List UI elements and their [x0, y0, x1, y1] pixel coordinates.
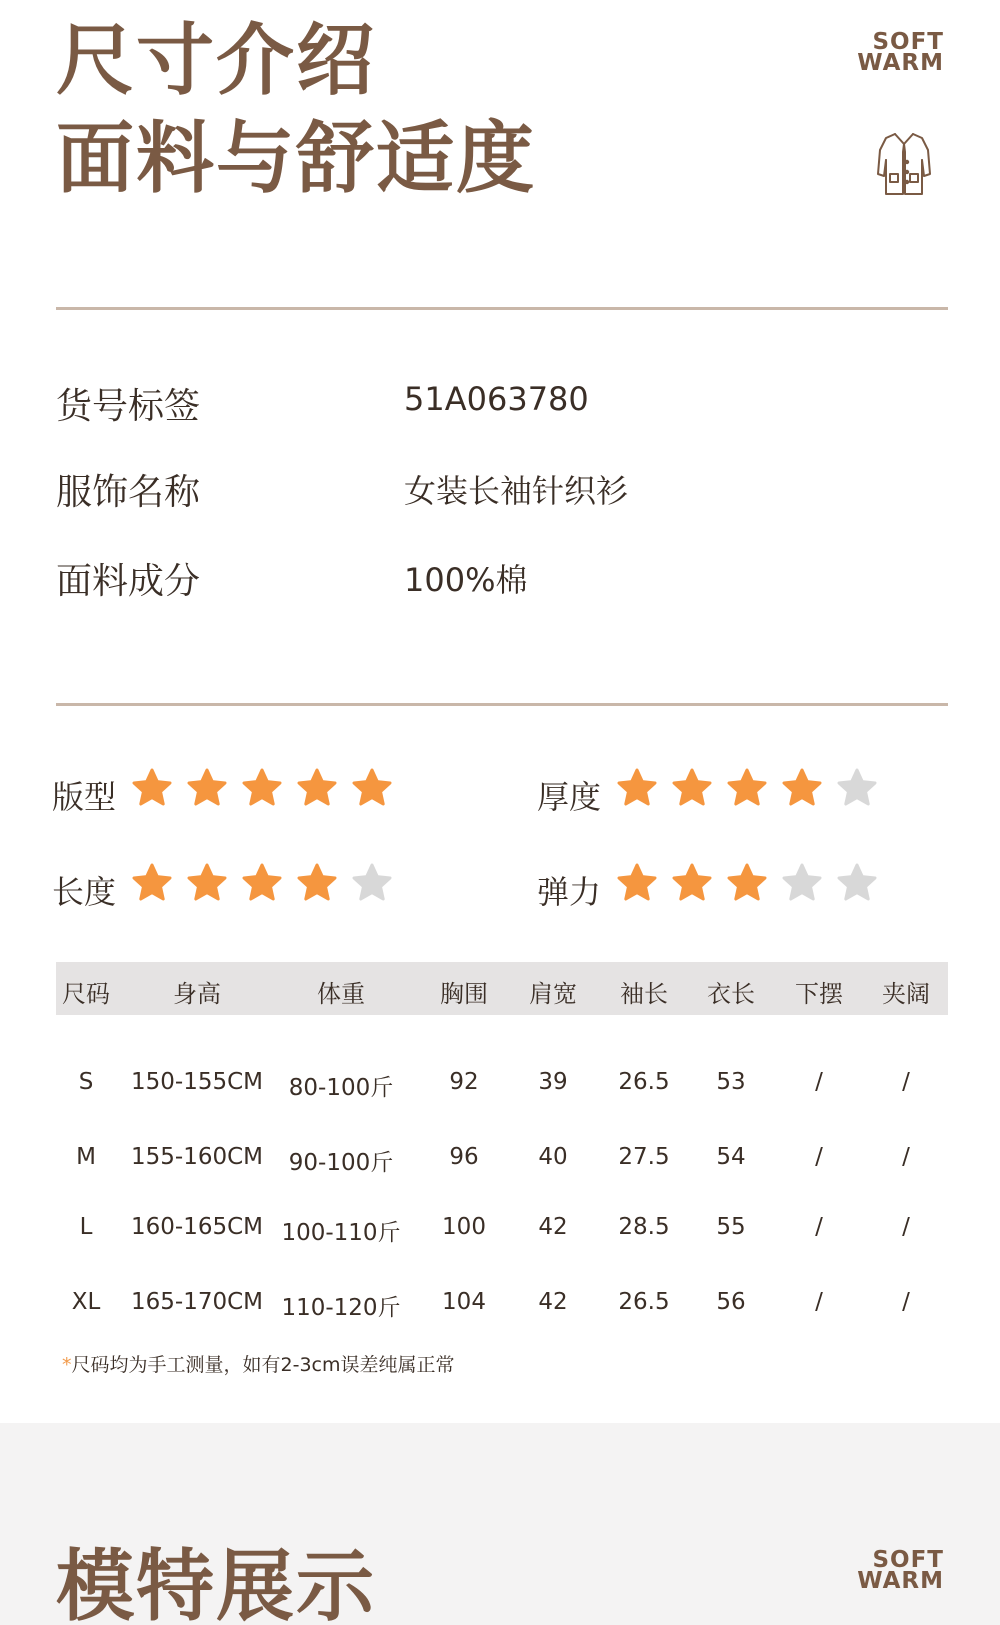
table-cell: / [815, 1289, 823, 1315]
column-header: 肩宽 [529, 980, 577, 1008]
rating-label: 弹力 [537, 873, 602, 911]
section-title-fabric: 面料与舒适度 [56, 114, 537, 204]
table-cell: 92 [449, 1069, 479, 1095]
table-cell: 39 [538, 1069, 568, 1095]
info-value: 女装长袖针织衫 [404, 472, 629, 510]
info-row-fabric [56, 553, 948, 603]
table-cell: / [815, 1214, 823, 1240]
brand-line-warm: WARM [857, 1568, 944, 1594]
table-row [56, 1289, 948, 1329]
star-filled-icon [617, 863, 657, 903]
table-row [56, 1069, 948, 1109]
table-cell: 100-110斤 [281, 1220, 401, 1246]
brand-line-soft: SOFT [872, 1547, 944, 1573]
star-empty-icon [837, 863, 877, 903]
table-cell: 56 [716, 1289, 746, 1315]
table-cell: 96 [449, 1144, 479, 1170]
brand-line-soft: SOFT [872, 29, 944, 55]
table-cell: 165-170CM [130, 1289, 264, 1315]
info-row-item-number [56, 378, 948, 428]
table-row [56, 1144, 948, 1184]
star-filled-icon [672, 863, 712, 903]
divider [56, 703, 948, 706]
table-cell: 26.5 [618, 1069, 670, 1095]
table-cell: / [902, 1214, 910, 1240]
column-header: 尺码 [62, 980, 110, 1008]
star-empty-icon [837, 768, 877, 808]
table-cell: 26.5 [618, 1289, 670, 1315]
divider [56, 307, 948, 310]
table-cell: 42 [538, 1214, 568, 1240]
star-filled-icon [297, 863, 337, 903]
table-cell: 110-120斤 [281, 1295, 401, 1321]
table-cell: 53 [716, 1069, 746, 1095]
info-label: 货号标签 [56, 386, 201, 427]
table-cell: 100 [442, 1214, 486, 1240]
info-value: 100%棉 [404, 561, 528, 599]
table-row [56, 1214, 948, 1254]
table-cell: / [815, 1069, 823, 1095]
star-empty-icon [782, 863, 822, 903]
table-cell: 55 [716, 1214, 746, 1240]
table-cell: XL [71, 1289, 101, 1315]
column-header: 下摆 [795, 980, 843, 1008]
column-header: 袖长 [620, 980, 668, 1008]
star-filled-icon [187, 863, 227, 903]
rating-label: 厚度 [537, 778, 602, 816]
section-title-model: 模特展示 [56, 1542, 377, 1625]
table-cell: 28.5 [618, 1214, 670, 1240]
table-cell: 80-100斤 [288, 1075, 394, 1101]
table-cell: 160-165CM [130, 1214, 264, 1240]
table-cell: / [902, 1289, 910, 1315]
table-header [56, 962, 948, 1015]
column-header: 夹阔 [882, 980, 930, 1008]
column-header: 胸围 [440, 980, 488, 1008]
star-empty-icon [352, 863, 392, 903]
rating-label: 长度 [52, 873, 117, 911]
table-cell: 90-100斤 [288, 1150, 394, 1176]
star-filled-icon [672, 768, 712, 808]
column-header: 身高 [173, 980, 221, 1008]
star-filled-icon [132, 768, 172, 808]
column-header: 衣长 [707, 980, 755, 1008]
brand-mark [857, 1547, 944, 1594]
table-cell: 155-160CM [130, 1144, 264, 1170]
table-cell: 40 [538, 1144, 568, 1170]
brand-line-warm: WARM [857, 50, 944, 76]
measurement-note [62, 1350, 455, 1377]
star-filled-icon [242, 863, 282, 903]
table-cell: / [815, 1144, 823, 1170]
table-cell: / [902, 1069, 910, 1095]
table-cell: 27.5 [618, 1144, 670, 1170]
table-cell: 104 [442, 1289, 486, 1315]
rating-label: 版型 [52, 778, 117, 816]
info-label: 服饰名称 [56, 472, 201, 513]
info-label: 面料成分 [56, 561, 201, 602]
star-filled-icon [352, 768, 392, 808]
info-value: 51A063780 [404, 380, 589, 418]
column-header: 体重 [317, 980, 365, 1008]
brand-mark [857, 29, 944, 76]
section-title-size: 尺寸介绍 [56, 16, 377, 106]
cardigan-icon [874, 130, 934, 198]
note-asterisk: * [62, 1354, 72, 1376]
star-filled-icon [782, 768, 822, 808]
table-cell: / [902, 1144, 910, 1170]
table-cell: L [79, 1214, 93, 1240]
table-cell: M [76, 1144, 96, 1170]
table-cell: 42 [538, 1289, 568, 1315]
table-cell: S [78, 1069, 94, 1095]
info-row-garment-name [56, 464, 948, 514]
star-filled-icon [727, 768, 767, 808]
star-filled-icon [187, 768, 227, 808]
note-text: 尺码均为手工测量，如有2-3cm误差纯属正常 [71, 1354, 455, 1376]
table-cell: 54 [716, 1144, 746, 1170]
star-filled-icon [727, 863, 767, 903]
table-cell: 150-155CM [130, 1069, 264, 1095]
star-filled-icon [617, 768, 657, 808]
star-filled-icon [242, 768, 282, 808]
star-filled-icon [132, 863, 172, 903]
star-filled-icon [297, 768, 337, 808]
